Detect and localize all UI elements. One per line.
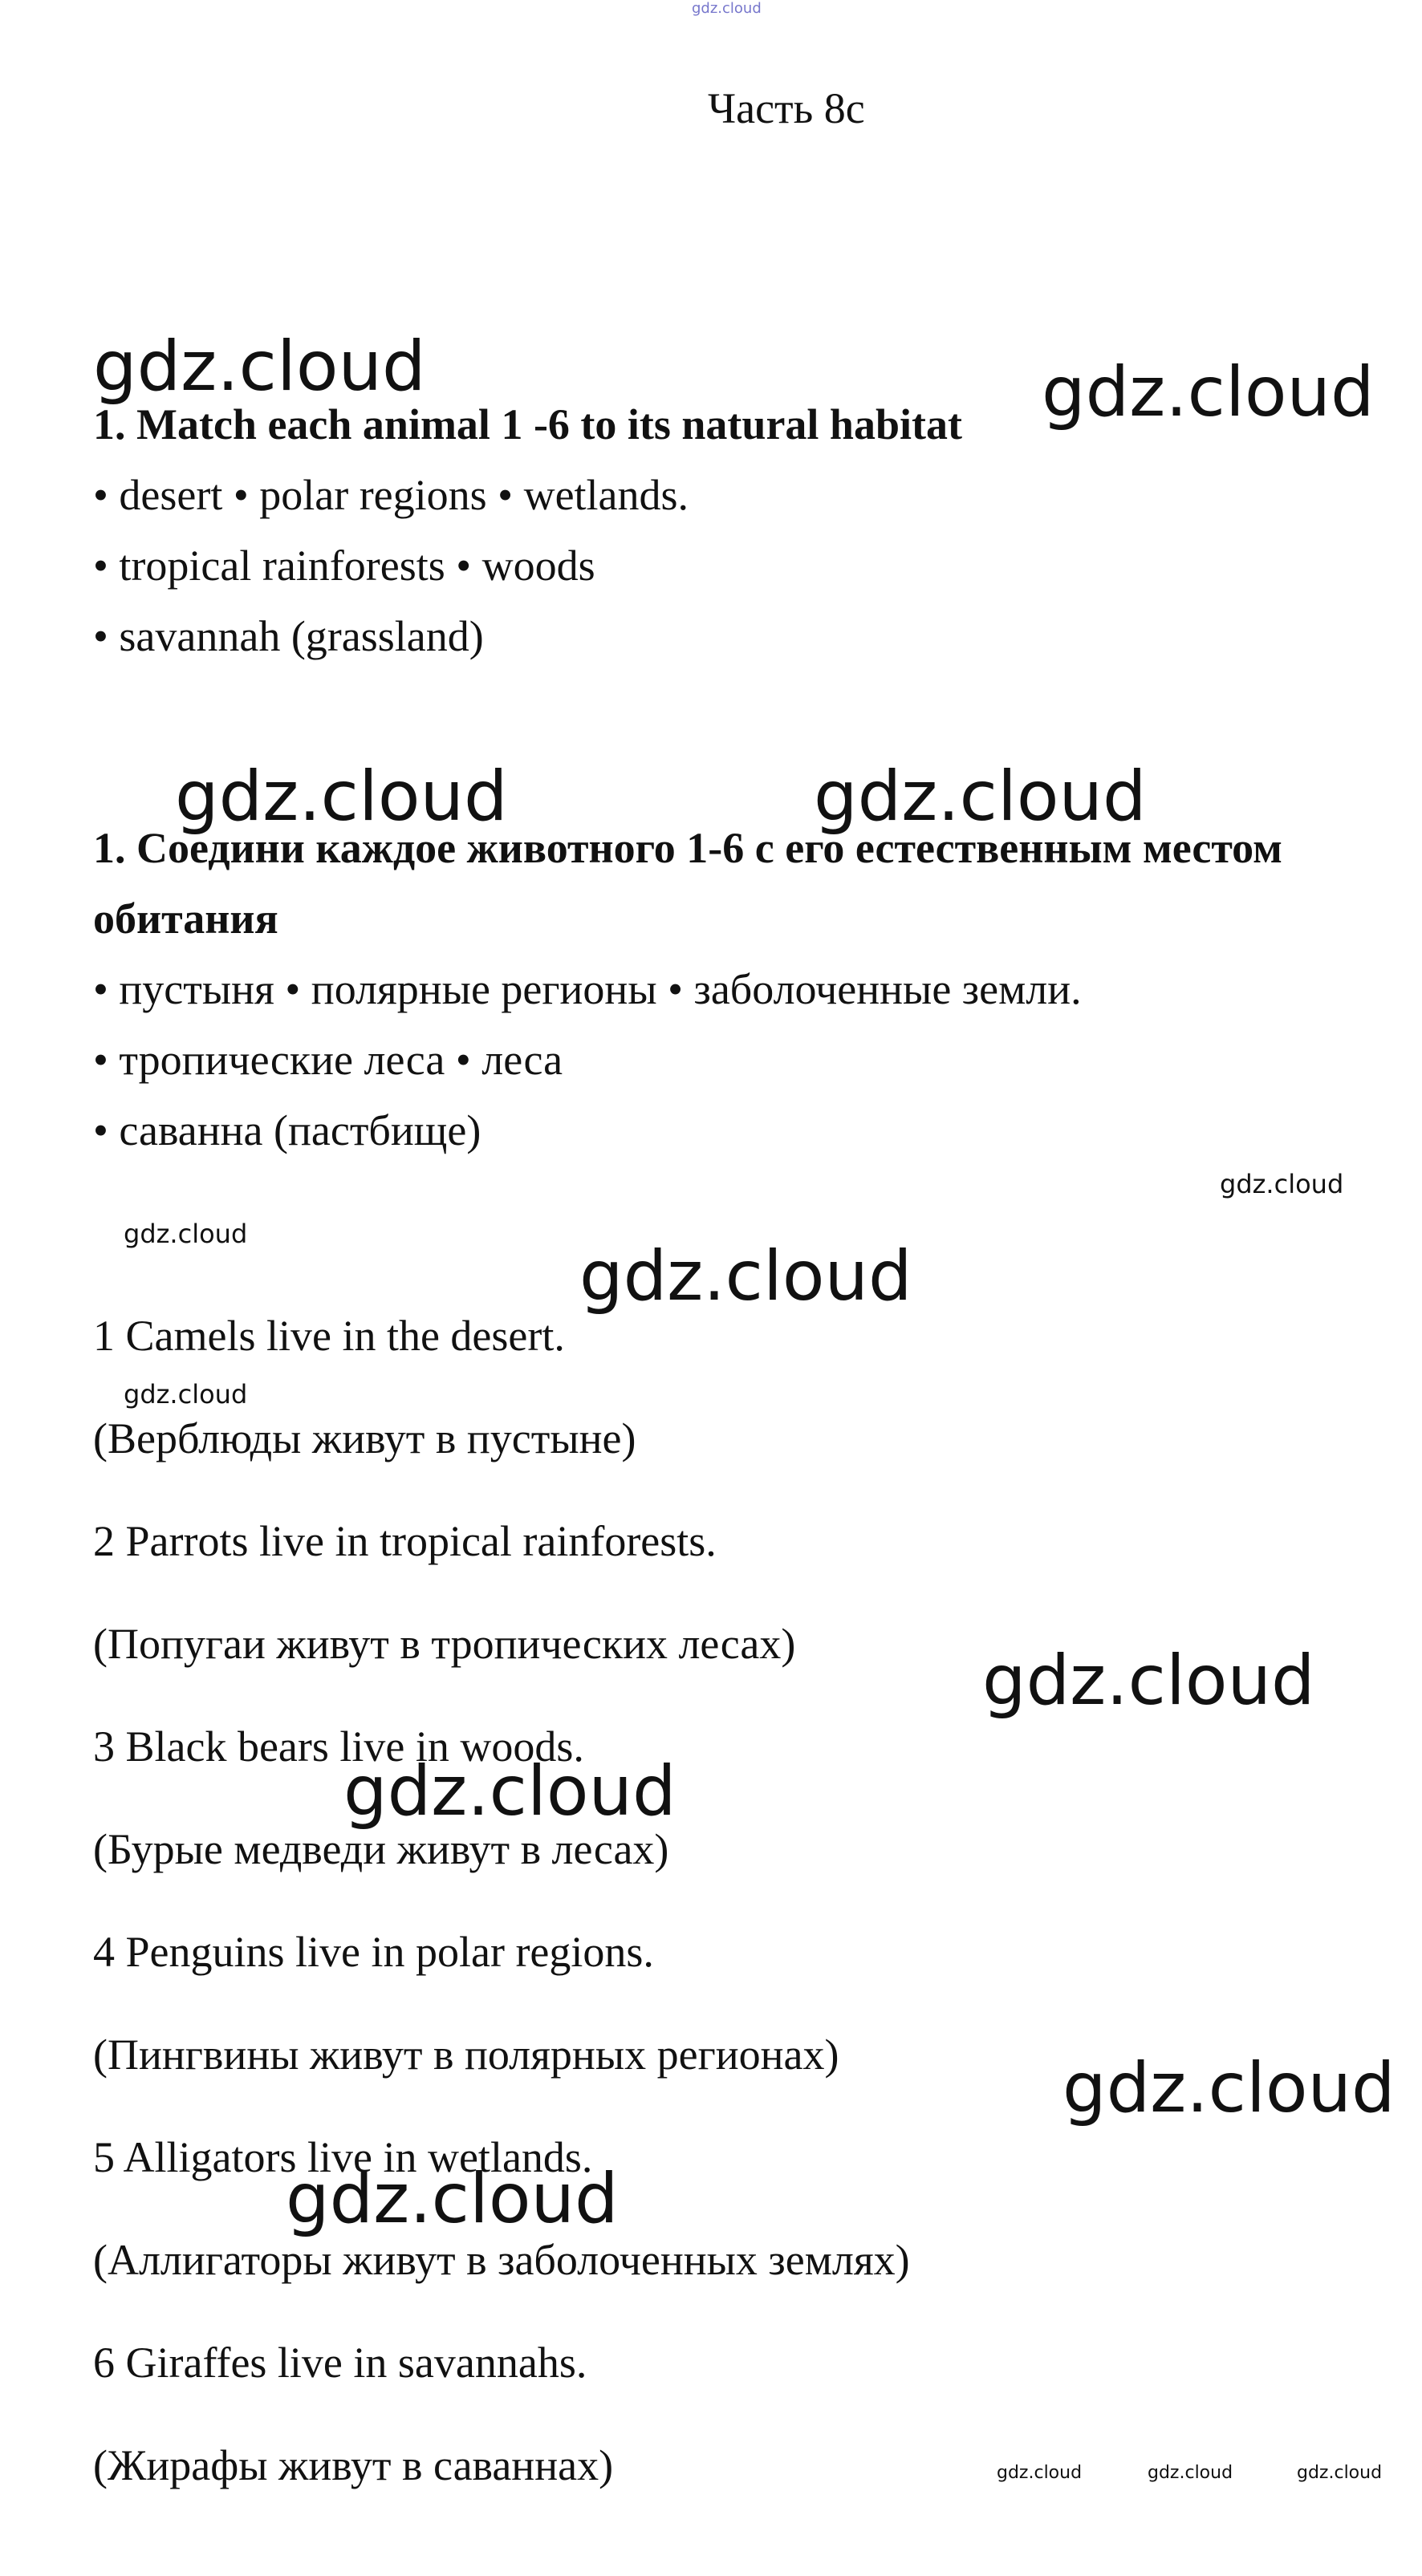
watermark: gdz.cloud — [286, 2159, 619, 2239]
watermark: gdz.cloud — [124, 1379, 248, 1410]
russian-habitats-line-1: • пустыня • полярные регионы • заболоченные земли. — [93, 965, 1082, 1013]
watermark: gdz.cloud — [1297, 2463, 1383, 2483]
watermark: gdz.cloud — [175, 757, 508, 837]
answer-1-ru: (Верблюды живут в пустыне) — [93, 1414, 636, 1462]
answer-1-en: 1 Camels live in the desert. — [93, 1312, 565, 1360]
english-habitats-line-1: • desert • polar regions • wetlands. — [93, 471, 689, 519]
watermark: gdz.cloud — [1042, 352, 1375, 432]
russian-task-heading-line-1: 1. Соедини каждое животного 1-6 с его естественным местом — [93, 824, 1282, 872]
russian-habitats-line-3: • саванна (пастбище) — [93, 1106, 481, 1154]
answer-2-en: 2 Parrots live in tropical rainforests. — [93, 1517, 717, 1565]
answer-6-ru: (Жирафы живут в саваннах) — [93, 2441, 614, 2489]
answer-4-en: 4 Penguins live in polar regions. — [93, 1928, 654, 1976]
answer-6-en: 6 Giraffes live in savannahs. — [93, 2339, 587, 2387]
russian-task-heading-line-2: обитания — [93, 895, 278, 943]
english-habitats-line-3: • savannah (grassland) — [93, 612, 484, 660]
watermark: gdz.cloud — [1148, 2463, 1233, 2483]
watermark: gdz.cloud — [93, 327, 426, 407]
answer-3-en: 3 Black bears live in woods. — [93, 1722, 584, 1771]
watermark: gdz.cloud — [997, 2463, 1083, 2483]
answer-3-ru: (Бурые медведи живут в лесах) — [93, 1825, 669, 1873]
watermark: gdz.cloud — [982, 1641, 1315, 1721]
answer-2-ru: (Попугаи живут в тропических лесах) — [93, 1620, 796, 1668]
page-title: Часть 8с — [708, 84, 865, 132]
answer-4-ru: (Пингвины живут в полярных регионах) — [93, 2030, 839, 2079]
english-habitats-line-2: • tropical rainforests • woods — [93, 542, 595, 590]
english-task-heading: 1. Match each animal 1 -6 to its natural habitat — [93, 400, 962, 448]
watermark: gdz.cloud — [343, 1751, 676, 1832]
answer-5-en: 5 Alligators live in wetlands. — [93, 2133, 593, 2181]
watermark: gdz.cloud — [1062, 2048, 1396, 2128]
watermark: gdz.cloud — [1220, 1169, 1344, 1199]
watermark: gdz.cloud — [124, 1219, 248, 1249]
answer-5-ru: (Аллигаторы живут в заболоченных землях) — [93, 2236, 910, 2284]
watermark: gdz.cloud — [814, 757, 1147, 837]
watermark: gdz.cloud — [579, 1236, 912, 1316]
russian-habitats-line-2: • тропические леса • леса — [93, 1036, 563, 1084]
top-watermark: gdz.cloud — [692, 0, 762, 17]
